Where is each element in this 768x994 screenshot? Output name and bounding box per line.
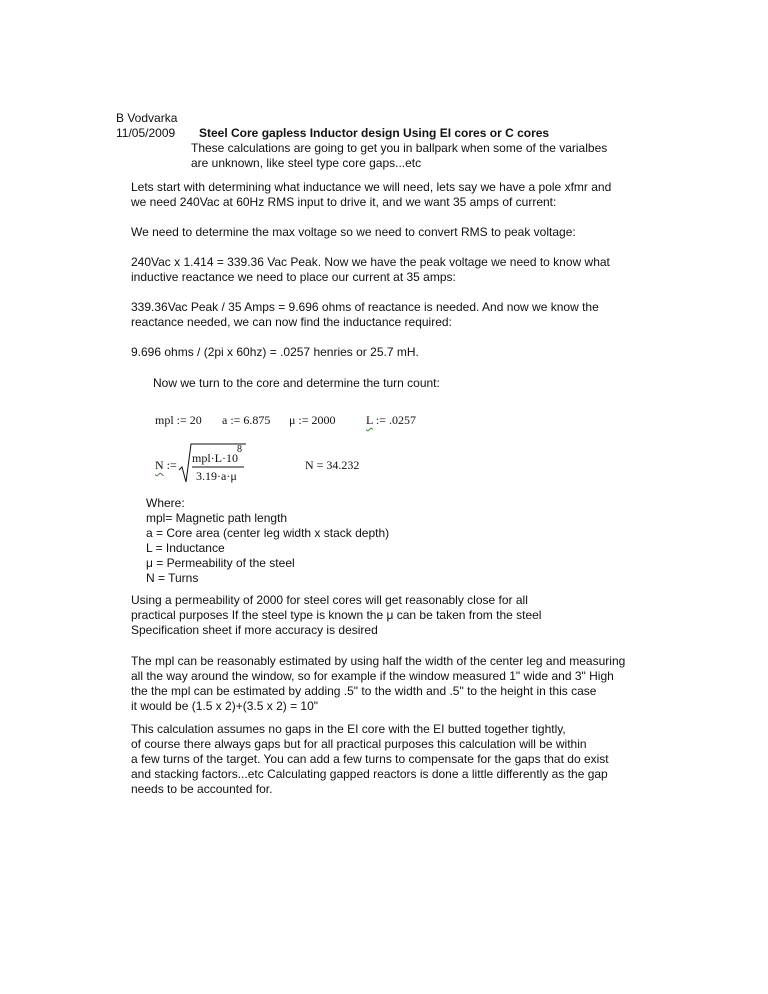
math-exponent: 8 xyxy=(237,444,242,455)
where-item: a = Core area (center leg width x stack depth) xyxy=(146,526,390,540)
document-title: Steel Core gapless Inductor design Using EI cores or C cores xyxy=(199,126,550,140)
paragraph-intro: Lets start with determining what inductance we will need, lets say we have a pole xfmr and we need 240Vac at 60Hz RMS input to drive it, and we want 35 amps of current: xyxy=(131,180,612,209)
paragraph-gaps: This calculation assumes no gaps in the EI core with the EI butted together tightly, of course there always gaps but for all practical purposes this calculation will be within a few turns of the target. You can add a few turns to compensate for the gaps that do exist and stacking factors...etc Calculating gapped reactors is done a little differently as the gap needs to be accounted for. xyxy=(131,722,609,796)
math-result: N = 34.232 xyxy=(305,458,360,472)
paragraph-peak-voltage: 240Vac x 1.414 = 339.36 Vac Peak. Now we have the peak voltage we need to know what inductive reactance we need to place our current at 35 amps: xyxy=(131,255,610,284)
where-item: N = Turns xyxy=(146,571,199,585)
author: B Vodvarka xyxy=(116,111,178,125)
subtitle-line-2: are unknown, like steel type core gaps...etc xyxy=(191,156,422,170)
where-item: μ = Permeability of the steel xyxy=(146,556,295,570)
math-N-assignment: N := xyxy=(155,458,177,472)
paragraph-inductance: 9.696 ohms / (2pi x 60hz) = .0257 henries or 25.7 mH. xyxy=(131,345,419,359)
where-item: mpl= Magnetic path length xyxy=(146,511,288,525)
math-denominator: 3.19·a·μ xyxy=(196,469,237,483)
paragraph-permeability: Using a permeability of 2000 for steel cores will get reasonably close for all practical purposes If the steel type is known the μ can be taken from the steel Specification sheet if more accuracy is desired xyxy=(131,593,542,637)
where-title: Where: xyxy=(146,496,185,510)
math-mpl-definition: mpl := 20 xyxy=(155,413,202,427)
math-a-definition: a := 6.875 xyxy=(222,413,271,427)
paragraph-mpl-estimate: The mpl can be reasonably estimated by using half the width of the center leg and measuring all the way around the window, so for example if the window measured 1" wide and 3" High the the mpl can be estimated by adding .5" to the width and .5" to the height in this case it would be (1.5 x 2)+(3.5 x 2) = 10" xyxy=(131,654,626,713)
math-numerator: mpl·L·10 xyxy=(192,451,238,465)
where-item: L = Inductance xyxy=(146,541,225,555)
math-mu-definition: μ := 2000 xyxy=(289,413,336,427)
subtitle-line-1: These calculations are going to get you in ballpark when some of the varialbes xyxy=(191,141,608,155)
paragraph-rms-to-peak: We need to determine the max voltage so we need to convert RMS to peak voltage: xyxy=(131,225,576,239)
math-L-variable: L xyxy=(366,413,373,427)
math-N-variable: N xyxy=(155,458,164,472)
paragraph-turn-count: Now we turn to the core and determine the turn count: xyxy=(153,376,440,390)
date: 11/05/2009 xyxy=(116,126,176,140)
paragraph-reactance: 339.36Vac Peak / 35 Amps = 9.696 ohms of reactance is needed. And now we know the reactance needed, we can now find the inductance required: xyxy=(131,300,599,329)
math-L-definition: L := .0257 xyxy=(366,413,416,427)
